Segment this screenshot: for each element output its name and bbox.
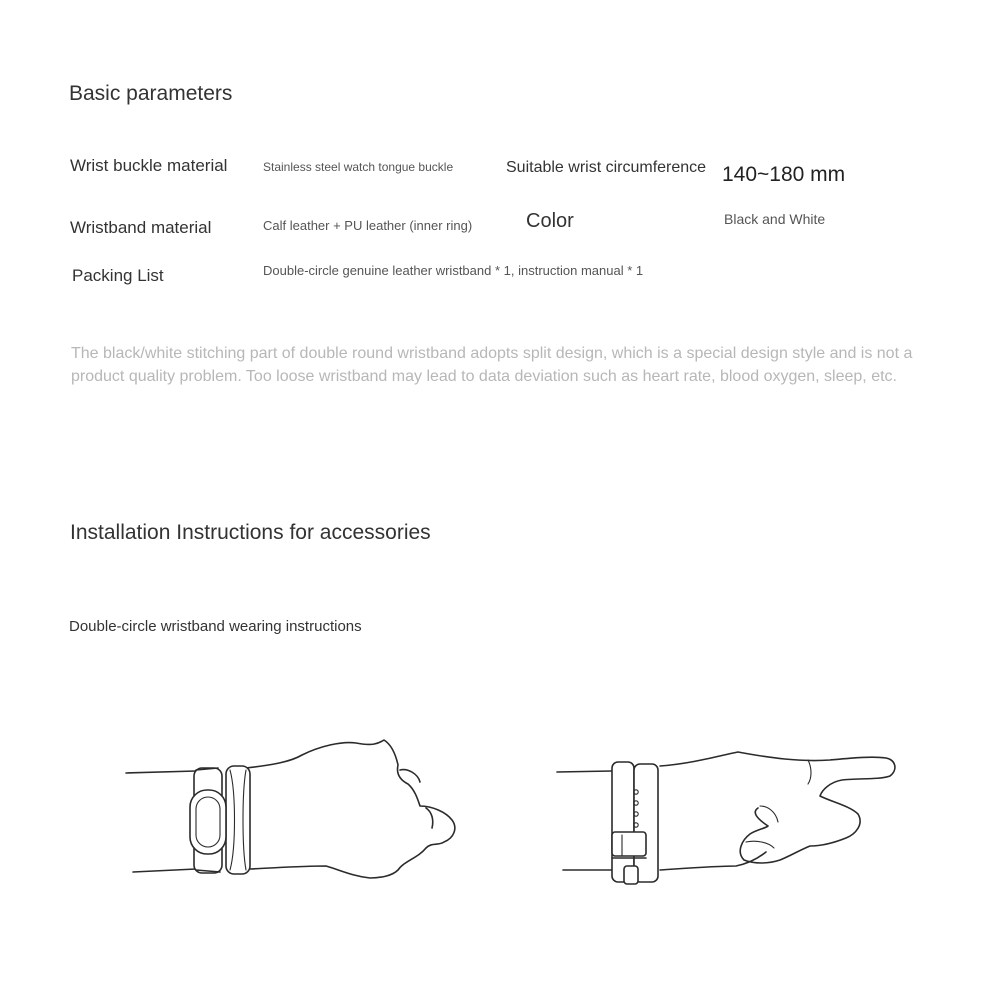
wristband-material-label: Wristband material	[70, 218, 212, 237]
installation-title: Installation Instructions for accessories	[70, 521, 431, 544]
wearing-instructions-subtitle: Double-circle wristband wearing instructions	[69, 618, 362, 635]
wrist-circumference-label: Suitable wrist circumference	[506, 159, 707, 176]
wrist-buckle-value: Stainless steel watch tongue buckle	[263, 160, 454, 174]
packing-list-value: Double-circle genuine leather wristband * 1, instruction manual * 1	[263, 263, 644, 278]
basic-parameters-title: Basic parameters	[69, 82, 233, 105]
wrist-buckle-label: Wrist buckle material	[70, 156, 228, 175]
packing-list-label: Packing List	[72, 266, 164, 285]
wristband-material-value: Calf leather + PU leather (inner ring)	[263, 218, 473, 233]
color-label: Color	[526, 210, 574, 232]
stitching-note: The black/white stitching part of double round wristband adopts split design, which is a special design style and is not a product quality problem. Too loose wristband may lead to data deviation such as heart rate, blood oxygen, sleep, etc.	[71, 345, 913, 385]
color-value: Black and White	[724, 211, 826, 227]
wrist-circumference-value: 140~180 mm	[722, 163, 846, 186]
